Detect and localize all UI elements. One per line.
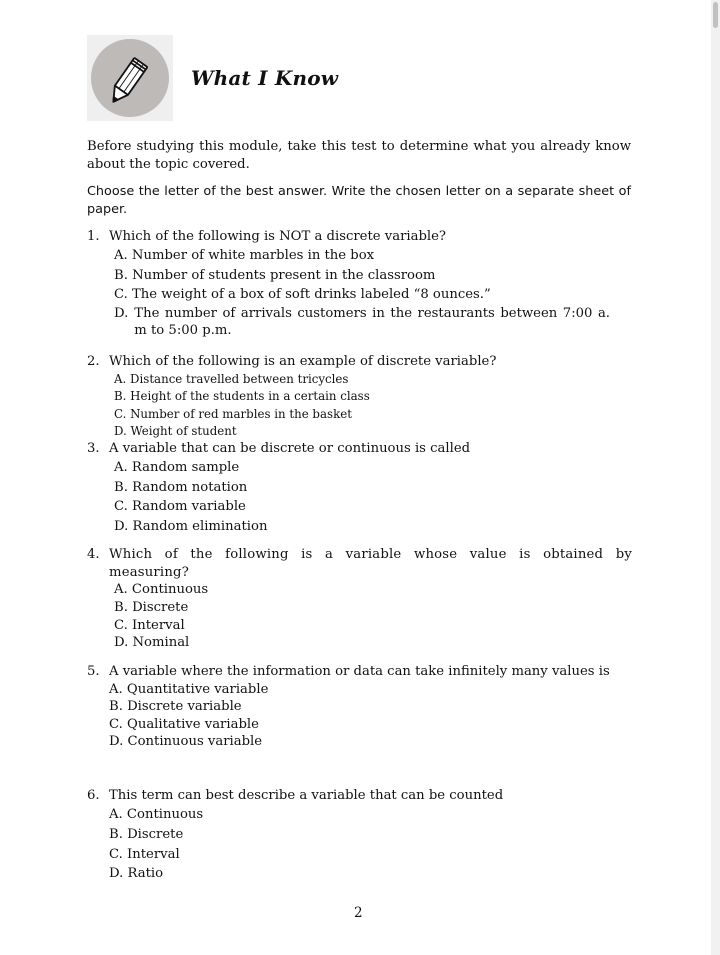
question-stem: A variable that can be discrete or continuous is called xyxy=(109,441,471,456)
pencil-icon xyxy=(87,35,173,121)
question-stem: Which of the following is NOT a discrete variable? xyxy=(109,229,446,244)
scrollbar[interactable] xyxy=(711,0,720,955)
option-c: C. Interval xyxy=(109,846,180,862)
question-1: 1. Which of the following is NOT a discrete variable? A. Number of white marbles in the box B. Number of students present in the classroom C. The weight of a box of soft drinks labeled “8 ounces.” D. The number of arrivals customers in the restaurants between 7:00 a. m to 5:00 p.m. xyxy=(87,227,632,339)
option-d: D. Ratio xyxy=(109,866,164,882)
option-d: D. The number of arrivals customers in the restaurants between 7:00 a. m to 5:00 p.m. xyxy=(114,305,610,338)
scrollbar-thumb[interactable] xyxy=(713,2,718,28)
option-a: A. Distance travelled between tricycles xyxy=(114,372,349,386)
question-stem: Which of the following is a variable whose value is obtained by measuring? xyxy=(109,547,632,580)
option-a: A. Quantitative variable xyxy=(109,682,269,697)
question-5: 5. A variable where the information or data can take infinitely many values is A. Quantitative variable B. Discrete variable C. Qualitative variable D. Continuous variable xyxy=(87,662,632,750)
page-title: What I Know xyxy=(191,66,339,90)
option-a: A. Number of white marbles in the box xyxy=(114,248,375,263)
option-d: D. Nominal xyxy=(114,635,190,651)
option-d: D. Weight of student xyxy=(114,423,237,438)
option-c: C. Number of red marbles in the basket xyxy=(114,406,352,421)
option-a: A. Continuous xyxy=(109,807,204,822)
option-b: B. Number of students present in the classroom xyxy=(114,267,436,283)
page-number: 2 xyxy=(354,905,363,921)
intro-paragraph: Before studying this module, take this test to determine what you already know about the topic covered. xyxy=(87,139,631,172)
option-b: B. Height of the students in a certain class xyxy=(114,389,370,404)
question-2: 2. Which of the following is an example of discrete variable? A. Distance travelled between tricycles B. Height of the students in a certain class C. Number of red marbles in the basket D. Weight of student xyxy=(87,352,632,440)
option-a: A. Random sample xyxy=(114,460,240,475)
option-b: B. Discrete xyxy=(114,599,189,615)
option-c: C. Interval xyxy=(114,617,185,633)
option-b: B. Random notation xyxy=(114,479,248,495)
option-b: B. Discrete variable xyxy=(109,699,242,715)
question-4: 4. Which of the following is a variable whose value is obtained by measuring? A. Continuous B. Discrete C. Interval D. Nominal xyxy=(87,547,632,651)
instructions-paragraph: Choose the letter of the best answer. Write the chosen letter on a separate sheet of paper. xyxy=(87,184,631,217)
option-b: B. Discrete xyxy=(109,826,184,842)
question-stem: Which of the following is an example of discrete variable? xyxy=(109,354,497,369)
question-3: 3. A variable that can be discrete or continuous is called A. Random sample B. Random notation C. Random variable D. Random elimination xyxy=(87,439,632,537)
option-c: C. The weight of a box of soft drinks labeled “8 ounces.” xyxy=(114,287,491,302)
option-c: C. Qualitative variable xyxy=(109,716,259,732)
question-stem: A variable where the information or data can take infinitely many values is xyxy=(109,664,610,679)
question-6: 6. This term can best describe a variable that can be counted A. Continuous B. Discrete C. Interval D. Ratio xyxy=(87,786,632,884)
option-d: D. Random elimination xyxy=(114,519,268,535)
option-d: D. Continuous variable xyxy=(109,733,263,749)
option-a: A. Continuous xyxy=(114,582,209,597)
option-c: C. Random variable xyxy=(114,499,246,515)
question-stem: This term can best describe a variable that can be counted xyxy=(109,788,504,803)
